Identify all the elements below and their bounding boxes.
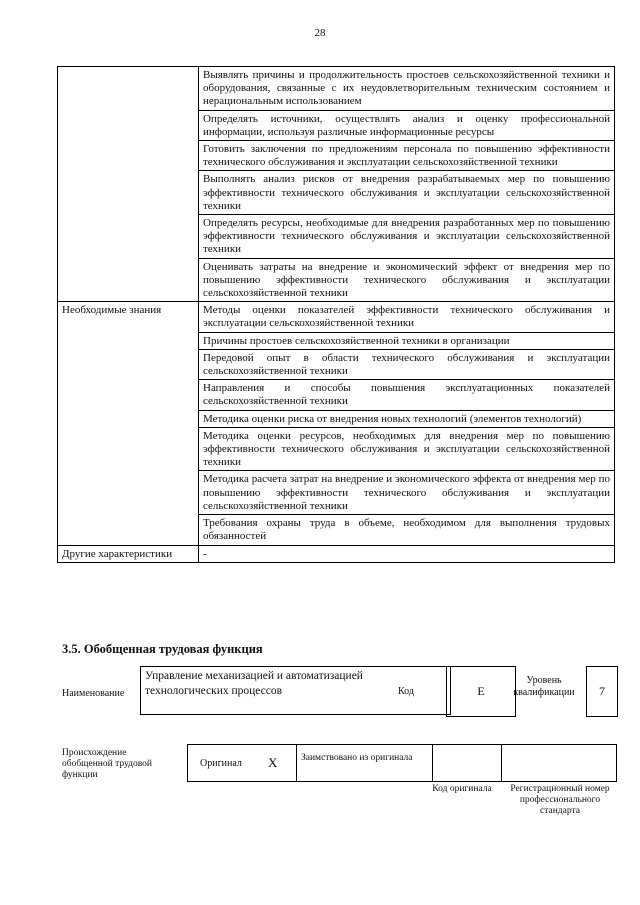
row-label: Другие характеристики xyxy=(58,545,199,562)
row-label: Необходимые знания xyxy=(58,302,199,545)
borrowed-cell xyxy=(296,744,433,782)
original-mark: X xyxy=(268,755,278,770)
borrowed-label: Заимствовано из оригинала xyxy=(301,753,413,763)
table-cell: Требования охраны труда в объеме, необходимом для выполнения трудовых обязанностей xyxy=(199,515,615,545)
name-label: Наименование xyxy=(62,688,125,699)
table-cell: Оценивать затраты на внедрение и экономический эффект от внедрения мер по повышению эффективности технического обслуживания и эксплуатации сельскохозяйственной техники xyxy=(199,258,615,302)
table-cell: Готовить заключения по предложениям персонала по повышению эффективности технического обслуживания и эксплуатации сельскохозяйственной техники xyxy=(199,141,615,171)
origin-label: Происхождение обобщенной трудовой функции xyxy=(62,748,152,780)
table-cell: Выполнять анализ рисков от внедрения разрабатываемых мер по повышению эффективности технического обслуживания и эксплуатации сельскохозяйственной техники xyxy=(199,171,615,215)
name-value: Управление механизацией и автоматизацией технологических процессов xyxy=(140,666,451,715)
table-cell: Направления и способы повышения эксплуатационных показателей сельскохозяйственной техники xyxy=(199,380,615,410)
table-cell: Передовой опыт в области технического обслуживания и эксплуатации сельскохозяйственной техники xyxy=(199,349,615,379)
code-label: Код xyxy=(398,686,414,697)
table-cell: Методика расчета затрат на внедрение и экономического эффекта от внедрения мер по повышению эффективности технического обслуживания и эксплуатации сельскохозяйственной техники xyxy=(199,471,615,515)
table-cell: - xyxy=(199,545,615,562)
original-code-cell xyxy=(432,744,502,782)
skills-knowledge-table xyxy=(57,66,615,563)
table-cell: Причины простоев сельскохозяйственной техники в организации xyxy=(199,332,615,349)
caption-original-code: Код оригинала xyxy=(432,784,492,794)
row-label xyxy=(58,67,199,302)
original-word: Оригинал xyxy=(200,758,242,769)
table-cell: Методы оценки показателей эффективности технического обслуживания и эксплуатации сельскохозяйственной техники xyxy=(199,302,615,332)
table-cell: Методика оценки ресурсов, необходимых для внедрения мер по повышению эффективности технического обслуживания и эксплуатации сельскохозяйственной техники xyxy=(199,427,615,471)
reg-number-cell xyxy=(501,744,617,782)
function-header-row xyxy=(62,666,617,716)
table-cell: Методика оценки риска от внедрения новых технологий (элементов технологий) xyxy=(199,410,615,427)
table-row xyxy=(58,545,615,562)
page-number: 28 xyxy=(314,27,326,39)
level-label: Уровень квалификации xyxy=(513,675,575,698)
level-value: 7 xyxy=(586,666,618,717)
table-cell: Определять источники, осуществлять анализ и оценку профессиональной информации, используя различные информационные ресурсы xyxy=(199,110,615,140)
code-value: E xyxy=(446,666,516,717)
original-cell xyxy=(187,744,297,782)
table-row xyxy=(58,67,615,111)
section-title: 3.5. Обобщенная трудовая функция xyxy=(62,642,263,656)
table-row xyxy=(58,302,615,332)
table-cell: Выявлять причины и продолжительность простоев сельскохозяйственной техники и оборудования, связанные с их неудовлетворительным техническим состоянием и нерациональным использованием xyxy=(199,67,615,111)
table-cell: Определять ресурсы, необходимые для внедрения разработанных мер по повышению эффективности технического обслуживания и эксплуатации сельскохозяйственной техники xyxy=(199,215,615,259)
caption-reg-number: Регистрационный номер профессионального стандарта xyxy=(510,784,610,816)
